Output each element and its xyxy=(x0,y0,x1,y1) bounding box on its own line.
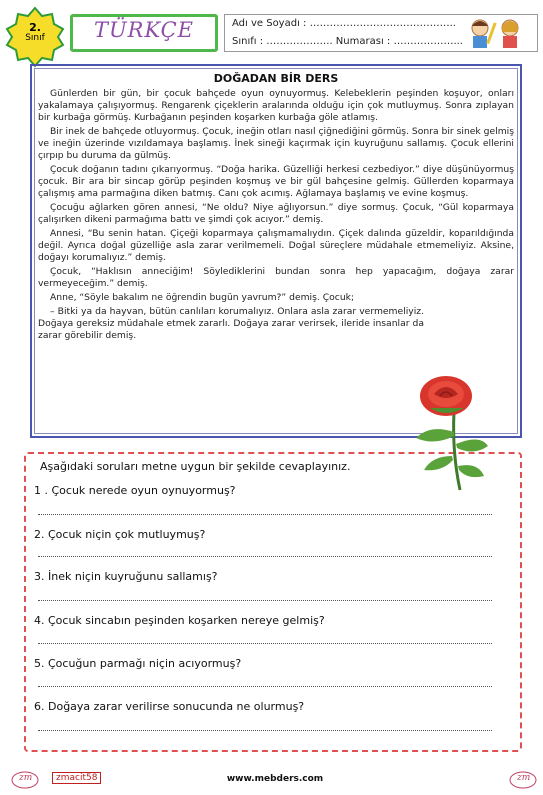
question-6: 6. Doğaya zarar verilirse sonucunda ne olurmuş? xyxy=(34,700,305,713)
passage-title: DOĞADAN BİR DERS xyxy=(213,72,339,85)
paragraph: Bir inek de bahçede otluyormuş. Çocuk, ineğin otları nasıl çiğnediğini görmüş. Sonra bir sinek gelmiş ve ineğin üzerinde vızıldamaya başlamış. İnek sineği kaçırmak için kuyruğunu sallamış. Çocuk ellerini çırpıp bu duruma da gülmüş. xyxy=(38,126,514,161)
logo-text-right: zm xyxy=(517,773,531,783)
paragraph: Çocuğu ağlarken gören annesi, “Ne oldu? Niye ağlıyorsun.” diye sormuş. Çocuk, “Gül koparmaya çalışırken dikeni parmağıma battı ve şimdi çok acıyor.” demiş. xyxy=(38,202,514,225)
grade-badge xyxy=(4,22,66,44)
answer-line-6[interactable] xyxy=(38,730,492,731)
question-3: 3. İnek niçin kuyruğunu sallamış? xyxy=(34,570,218,583)
paragraph: Çocuk doğanın tadını çıkarıyormuş. “Doğa harika. Güzelliği herkesi cezbediyor.” diye düşünüyormuş çocuk. Bir ara bir sincap görüp peşinden koşmuş ve bir gül bahçesine gelmiş. Güllerden koparmaya çalışmış ama parmağına diken batmış. Canı çok acımış. Ağlamaya başlamış ve evine koşmuş. xyxy=(38,164,514,199)
answer-line-3[interactable] xyxy=(38,600,492,601)
author-code: zmacit58 xyxy=(52,772,101,784)
grade-label: Sınıf xyxy=(25,33,45,43)
paragraph: Annesi, “Bu senin hatan. Çiçeği koparmaya çalışmamalıydın. Çiçek dalında güzeldir, koparıldığında değil. Ayrıca doğal güzelliğe asla zarar verilmemeli. Doğal süreçlere müdahale etmemeliyiz. Aksine, doğayı korumalıyız.” demiş. xyxy=(38,228,514,263)
questions-instruction: Aşağıdaki soruları metne uygun bir şekilde cevaplayınız. xyxy=(40,460,351,473)
kids-icon xyxy=(460,16,534,50)
paragraph: Günlerden bir gün, bir çocuk bahçede oyun oynuyormuş. Kelebeklerin peşinden koşuyor, onları yakalamaya çalışıyormuş. Rengarenk çiçeklerin aralarında olduğu için çok mutluymuş. Sonra zıplayan bir kurbağa görmüş. Kurbağanın peşinden koşarken kurbağa göle atlamış. xyxy=(38,88,514,123)
answer-line-2[interactable] xyxy=(38,556,492,557)
class-number-field: Sınıfı : ……………….. Numarası : ………………... xyxy=(232,36,463,47)
answer-line-5[interactable] xyxy=(38,686,492,687)
website-link[interactable]: www.mebders.com xyxy=(226,774,324,784)
paragraph: Anne, “Söyle bakalım ne öğrendin bugün yavrum?” demiş. Çocuk; xyxy=(50,292,355,303)
answer-line-4[interactable] xyxy=(38,643,492,644)
subject-title: TÜRKÇE xyxy=(93,18,195,42)
zm-logo-icon xyxy=(508,770,538,790)
zm-logo-icon xyxy=(10,770,40,790)
logo-text-left: zm xyxy=(19,773,33,783)
question-5: 5. Çocuğun parmağı niçin acıyormuş? xyxy=(34,657,242,670)
passage-body xyxy=(38,88,514,344)
rose-icon xyxy=(394,372,490,492)
name-field: Adı ve Soyadı : …………………………………….. xyxy=(232,18,456,29)
paragraph: Çocuk, “Haklısın anneciğim! Söylediklerini bundan sonra hep yapacağım, doğaya zarar vermeyeceğim.” demiş. xyxy=(38,266,514,289)
paragraph: – Bitki ya da hayvan, bütün canlıları korumalıyız. Onlara asla zarar vermemeliyiz. Doğaya gereksiz müdahale etmek zararlı. Doğaya zarar verirsek, ileride insanlar da zarar görebilir demiş. xyxy=(38,306,424,341)
question-4: 4. Çocuk sincabın peşinden koşarken nereye gelmiş? xyxy=(34,614,325,627)
question-1: 1 . Çocuk nerede oyun oynuyormuş? xyxy=(34,484,236,497)
question-2: 2. Çocuk niçin çok mutluymuş? xyxy=(34,528,206,541)
grade-number: 2. xyxy=(29,21,41,34)
answer-line-1[interactable] xyxy=(38,514,492,515)
